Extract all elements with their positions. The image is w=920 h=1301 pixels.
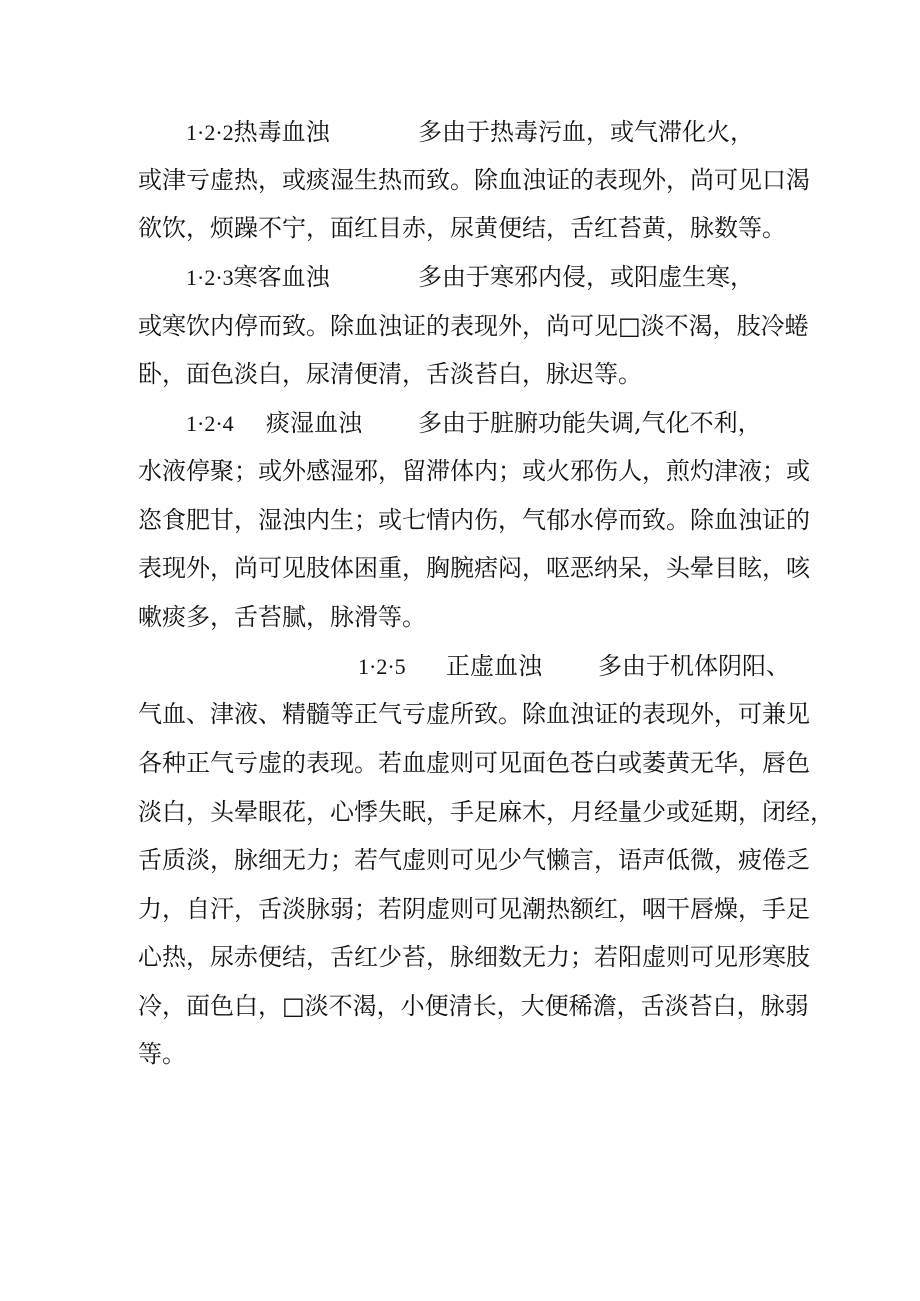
section-number: 1·2·5: [358, 654, 406, 679]
section-heading-1-2-5: [358, 650, 406, 683]
section-number: 1·2·2: [186, 120, 234, 145]
paragraph-line: 舌质淡，脉细无力；若气虚则可见少气懒言，语声低微，疲倦乏: [138, 846, 810, 874]
paragraph-line: 心热，尿赤便结，舌红少苔，脉细数无力；若阳虚则可见形寒肢: [138, 943, 810, 971]
paragraph-line: 或津亏虚热，或痰湿生热而致。除血浊证的表现外，尚可见口渴: [138, 166, 810, 194]
paragraph-line: 水液停聚；或外感湿邪，留滞体内；或火邪伤人，煎灼津液；或: [138, 457, 810, 485]
section-intro: 多由于寒邪内侵，或阳虚生寒，: [418, 263, 754, 291]
paragraph-line: 力，自汗，舌淡脉弱；若阴虚则可见潮热额红，咽干唇燥，手足: [138, 895, 810, 923]
paragraph-line: 淡白，头晕眼花，心悸失眠，手足麻木，月经量少或延期，闭经，: [138, 798, 834, 826]
paragraph-line: 恣食肥甘，湿浊内生；或七情内伤，气郁水停而致。除血浊证的: [138, 506, 810, 534]
section-intro: 多由于热毒污血，或气滞化火，: [418, 118, 754, 146]
section-intro: 多由于脏腑功能失调,气化不利，: [418, 409, 762, 437]
paragraph-line: 欲饮，烦躁不宁，面红目赤，尿黄便结，舌红苔黄，脉数等。: [138, 214, 786, 242]
paragraph-line: 卧，面色淡白，尿清便清，舌淡苔白，脉迟等。: [138, 360, 642, 388]
section-intro: 多由于机体阴阳、: [598, 652, 790, 680]
section-title: 寒客血浊: [233, 263, 330, 291]
section-title: 热毒血浊: [233, 118, 330, 146]
section-heading-1-2-3: [186, 261, 330, 294]
paragraph-line: 嗽痰多，舌苔腻，脉滑等。: [138, 603, 426, 631]
paragraph-line: 冷，面色白，□淡不渴，小便清长，大便稀澹，舌淡苔白，脉弱: [138, 992, 809, 1020]
section-heading-1-2-4: [186, 407, 234, 440]
section-heading-1-2-2: [186, 116, 330, 149]
section-title: 正虚血浊: [446, 652, 542, 680]
section-number: 1·2·3: [186, 265, 234, 290]
paragraph-line: 等。: [138, 1040, 186, 1068]
paragraph-line: 表现外，尚可见肢体困重，胸腕痞闷，呕恶纳呆，头晕目眩，咳: [138, 554, 810, 582]
paragraph-line: 气血、津液、精髓等正气亏虚所致。除血浊证的表现外，可兼见: [138, 700, 810, 728]
paragraph-line: 或寒饮内停而致。除血浊证的表现外，尚可见□淡不渴，肢冷蜷: [138, 312, 809, 340]
paragraph-line: 各种正气亏虚的表现。若血虚则可见面色苍白或萎黄无华，唇色: [138, 749, 810, 777]
section-number: 1·2·4: [186, 411, 234, 436]
section-title: 痰湿血浊: [266, 409, 362, 437]
